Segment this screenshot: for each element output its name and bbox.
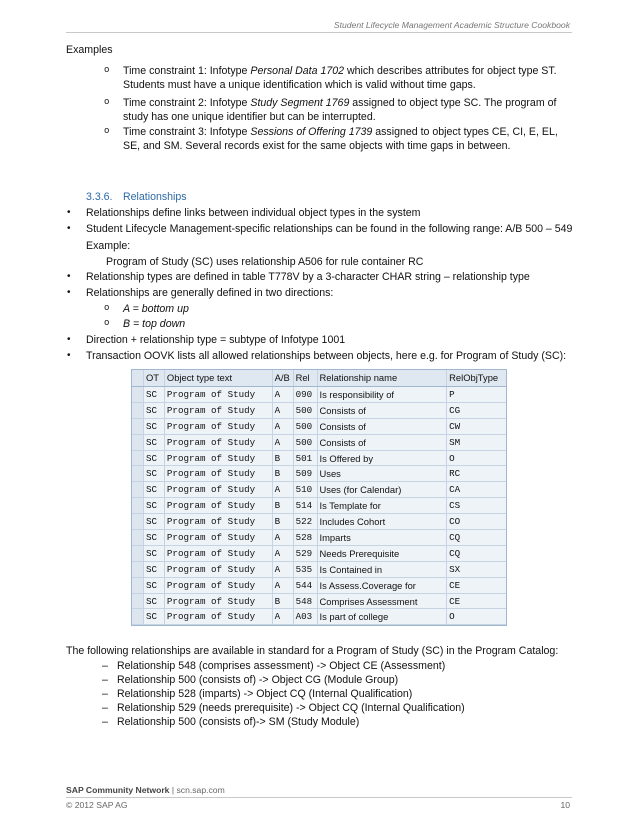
cell-direction: A <box>273 546 294 561</box>
column-header[interactable]: Rel <box>294 370 318 386</box>
example-item-2: Time constraint 2: Infotype Study Segment 1769 assigned to object type SC. The program of study has one unique identifier but can be interrupted. <box>123 97 557 123</box>
cell-object-type-text: Program of Study <box>165 403 273 418</box>
cell-direction: A <box>273 482 294 497</box>
cell-ot: SC <box>144 498 165 513</box>
sub-bullet: o <box>104 303 110 313</box>
cell-object-type-text: Program of Study <box>165 530 273 545</box>
cell-direction: A <box>273 403 294 418</box>
cell-relationship-name: Is Contained in <box>318 562 448 577</box>
cell-rel-obj-type: O <box>449 452 455 464</box>
cell-relationship-name: Is part of college <box>318 609 448 624</box>
cell-ot: SC <box>144 514 165 529</box>
cell-rel-obj-type: SM <box>449 436 461 448</box>
dash-glyph: – <box>102 688 108 700</box>
sub-bullet: o <box>104 318 110 328</box>
sub-bullet: o <box>104 97 110 107</box>
cell-rel-obj-type: CE <box>449 595 461 607</box>
dash-glyph: – <box>102 674 108 686</box>
cell-ot: SC <box>144 387 165 402</box>
cell-rel-obj-type: P <box>449 389 455 400</box>
table-row[interactable] <box>132 419 506 435</box>
cell-relationship: 509 <box>294 466 318 481</box>
cell-rel-obj-type: CQ <box>449 532 461 544</box>
row-selector[interactable] <box>132 419 144 434</box>
row-selector[interactable] <box>132 562 144 577</box>
cell-relationship: 548 <box>294 594 318 609</box>
cell-direction: A <box>273 578 294 593</box>
row-selector[interactable] <box>132 498 144 513</box>
row-selector[interactable] <box>132 609 144 624</box>
column-header[interactable]: Object type text <box>165 370 273 386</box>
cell-relationship: 544 <box>294 578 318 593</box>
section-title: Relationships <box>123 191 187 203</box>
table-row[interactable] <box>132 594 506 610</box>
cell-relationship-name: Consists of <box>318 419 448 434</box>
bullet-glyph: • <box>67 287 71 298</box>
cell-ot: SC <box>144 562 165 577</box>
bullet-glyph: • <box>67 350 71 361</box>
example-item-3: Time constraint 3: Infotype Sessions of Offering 1739 assigned to object types CE, CI, E, EL, SE, and SM. Several records exist for the same objects with time gaps in between. <box>123 126 558 152</box>
cell-rel-obj-type: CS <box>449 500 461 512</box>
column-header[interactable]: Relationship name <box>318 370 448 386</box>
cell-object-type-text: Program of Study <box>165 498 273 513</box>
standard-item: Relationship 528 (imparts) -> Object CQ (Internal Qualification) <box>117 688 413 700</box>
cell-relationship-name: Uses (for Calendar) <box>318 482 448 497</box>
row-selector[interactable] <box>132 546 144 561</box>
cell-rel-obj-type: CW <box>449 420 461 432</box>
table-row[interactable] <box>132 482 506 498</box>
cell-ot: SC <box>144 466 165 481</box>
cell-relationship-name: Includes Cohort <box>318 514 448 529</box>
column-header[interactable]: A/B <box>273 370 294 386</box>
row-selector[interactable] <box>132 578 144 593</box>
cell-relationship: 510 <box>294 482 318 497</box>
row-selector[interactable] <box>132 387 144 402</box>
direction-a: A = bottom up <box>123 303 189 315</box>
cell-relationship-name: Needs Prerequisite <box>318 546 448 561</box>
footer-source: SAP Community Network | scn.sap.com <box>66 785 225 795</box>
cell-direction: A <box>273 419 294 434</box>
table-row[interactable] <box>132 530 506 546</box>
cell-object-type-text: Program of Study <box>165 594 273 609</box>
row-selector[interactable] <box>132 435 144 450</box>
cell-object-type-text: Program of Study <box>165 578 273 593</box>
standard-item: Relationship 500 (consists of)-> SM (Study Module) <box>117 716 360 728</box>
table-row[interactable] <box>132 546 506 562</box>
cell-direction: A <box>273 435 294 450</box>
cell-direction: B <box>273 594 294 609</box>
cell-object-type-text: Program of Study <box>165 466 273 481</box>
cell-relationship-name: Comprises Assessment <box>318 594 448 609</box>
table-row[interactable] <box>132 578 506 594</box>
cell-relationship-name: Is Offered by <box>318 451 448 466</box>
example-label: Example: <box>86 240 131 252</box>
cell-relationship-name: Is Template for <box>318 498 448 513</box>
header-rule <box>66 32 572 33</box>
cell-object-type-text: Program of Study <box>165 451 273 466</box>
dash-glyph: – <box>102 702 108 714</box>
cell-rel-obj-type: O <box>449 611 455 623</box>
cell-ot: SC <box>144 451 165 466</box>
cell-relationship-name: Is responsibility of <box>318 387 448 402</box>
cell-relationship: 500 <box>294 403 318 418</box>
table-row[interactable] <box>132 498 506 514</box>
column-header[interactable]: RelObjType <box>449 372 499 383</box>
row-selector[interactable] <box>132 594 144 609</box>
cell-relationship-name: Consists of <box>318 435 448 450</box>
cell-relationship: A03 <box>294 609 318 624</box>
cell-object-type-text: Program of Study <box>165 546 273 561</box>
column-header[interactable]: OT <box>144 370 165 386</box>
cell-direction: B <box>273 451 294 466</box>
table-header-row <box>132 370 506 387</box>
cell-direction: B <box>273 498 294 513</box>
running-header: Student Lifecycle Management Academic Structure Cookbook <box>333 20 570 30</box>
example-item-1: Time constraint 1: Infotype Personal Data 1702 which describes attributes for object type ST. Students must have a unique identification which is valid without time gaps. <box>123 65 557 91</box>
cell-direction: A <box>273 609 294 624</box>
cell-object-type-text: Program of Study <box>165 387 273 402</box>
dash-glyph: – <box>102 716 108 728</box>
cell-relationship-name: Uses <box>318 466 448 481</box>
standard-item: Relationship 529 (needs prerequisite) -> Object CQ (Internal Qualification) <box>117 702 465 714</box>
table-row[interactable] <box>132 609 506 625</box>
cell-object-type-text: Program of Study <box>165 435 273 450</box>
standard-item: Relationship 548 (comprises assessment) -> Object CE (Assessment) <box>117 660 446 672</box>
sub-bullet: o <box>104 126 110 136</box>
bullet-glyph: • <box>67 271 71 282</box>
bullet-glyph: • <box>67 207 71 218</box>
cell-relationship: 500 <box>294 435 318 450</box>
cell-direction: A <box>273 387 294 402</box>
bullet-glyph: • <box>67 334 71 345</box>
cell-direction: B <box>273 514 294 529</box>
cell-direction: A <box>273 530 294 545</box>
cell-object-type-text: Program of Study <box>165 482 273 497</box>
cell-ot: SC <box>144 546 165 561</box>
cell-ot: SC <box>144 403 165 418</box>
table-row[interactable] <box>132 562 506 578</box>
relationships-table <box>131 369 507 626</box>
bullet-glyph: • <box>67 223 71 234</box>
sub-bullet: o <box>104 65 110 75</box>
cell-object-type-text: Program of Study <box>165 514 273 529</box>
cell-ot: SC <box>144 419 165 434</box>
cell-rel-obj-type: SX <box>449 563 461 575</box>
bullet-1: Relationships define links between individual object types in the system <box>86 207 421 219</box>
cell-direction: A <box>273 562 294 577</box>
row-selector[interactable] <box>132 466 144 481</box>
cell-rel-obj-type: CG <box>449 404 461 416</box>
standard-item: Relationship 500 (consists of) -> Object CG (Module Group) <box>117 674 399 686</box>
cell-ot: SC <box>144 594 165 609</box>
row-selector[interactable] <box>132 451 144 466</box>
bullet-2: Student Lifecycle Management-specific relationships can be found in the following range: A/B 500 – 549 <box>86 223 573 235</box>
table-row[interactable] <box>132 451 506 467</box>
cell-relationship-name: Is Assess.Coverage for <box>318 578 448 593</box>
row-selector[interactable] <box>132 403 144 418</box>
examples-label: Examples <box>66 44 113 56</box>
cell-relationship: 090 <box>294 387 318 402</box>
cell-relationship-name: Imparts <box>318 530 448 545</box>
cell-ot: SC <box>144 435 165 450</box>
cell-object-type-text: Program of Study <box>165 562 273 577</box>
cell-relationship: 514 <box>294 498 318 513</box>
cell-relationship: 522 <box>294 514 318 529</box>
cell-rel-obj-type: CO <box>449 516 461 528</box>
cell-rel-obj-type: CE <box>449 579 461 591</box>
table-row[interactable] <box>132 435 506 451</box>
cell-rel-obj-type: CQ <box>449 547 461 559</box>
table-row[interactable] <box>132 403 506 419</box>
table-row[interactable] <box>132 387 506 403</box>
direction-b: B = top down <box>123 318 186 330</box>
cell-ot: SC <box>144 530 165 545</box>
bullet-5: Direction + relationship type = subtype of Infotype 1001 <box>86 334 346 346</box>
cell-relationship: 529 <box>294 546 318 561</box>
cell-rel-obj-type: RC <box>449 468 461 480</box>
cell-rel-obj-type: CA <box>449 484 461 496</box>
footer-copyright: © 2012 SAP AG <box>66 800 128 810</box>
bullet-6: Transaction OOVK lists all allowed relationships between objects, here e.g. for Program of Study (SC): <box>86 350 567 362</box>
cell-ot: SC <box>144 609 165 624</box>
row-selector[interactable] <box>132 514 144 529</box>
table-row[interactable] <box>132 514 506 530</box>
footer-url[interactable]: scn.sap.com <box>176 785 225 795</box>
cell-relationship: 535 <box>294 562 318 577</box>
cell-relationship-name: Consists of <box>318 403 448 418</box>
bullet-4: Relationships are generally defined in two directions: <box>86 287 334 299</box>
dash-glyph: – <box>102 660 108 672</box>
cell-ot: SC <box>144 578 165 593</box>
table-body <box>132 387 506 625</box>
cell-object-type-text: Program of Study <box>165 609 273 624</box>
cell-direction: B <box>273 466 294 481</box>
section-number: 3.3.6. <box>86 191 113 203</box>
cell-relationship: 501 <box>294 451 318 466</box>
cell-relationship: 500 <box>294 419 318 434</box>
page-number: 10 <box>560 800 570 810</box>
cell-ot: SC <box>144 482 165 497</box>
table-row[interactable] <box>132 466 506 482</box>
row-selector[interactable] <box>132 482 144 497</box>
standard-intro: The following relationships are available in standard for a Program of Study (SC) in the Program Catalog: <box>66 645 559 657</box>
cell-object-type-text: Program of Study <box>165 419 273 434</box>
footer-network: SAP Community Network <box>66 785 170 795</box>
example-text: Program of Study (SC) uses relationship A506 for rule container RC <box>106 256 424 268</box>
footer-rule <box>66 797 572 798</box>
cell-relationship: 528 <box>294 530 318 545</box>
row-selector[interactable] <box>132 530 144 545</box>
row-selector-header[interactable] <box>132 370 144 386</box>
bullet-3: Relationship types are defined in table T778V by a 3-character CHAR string – relationship type <box>86 271 530 283</box>
